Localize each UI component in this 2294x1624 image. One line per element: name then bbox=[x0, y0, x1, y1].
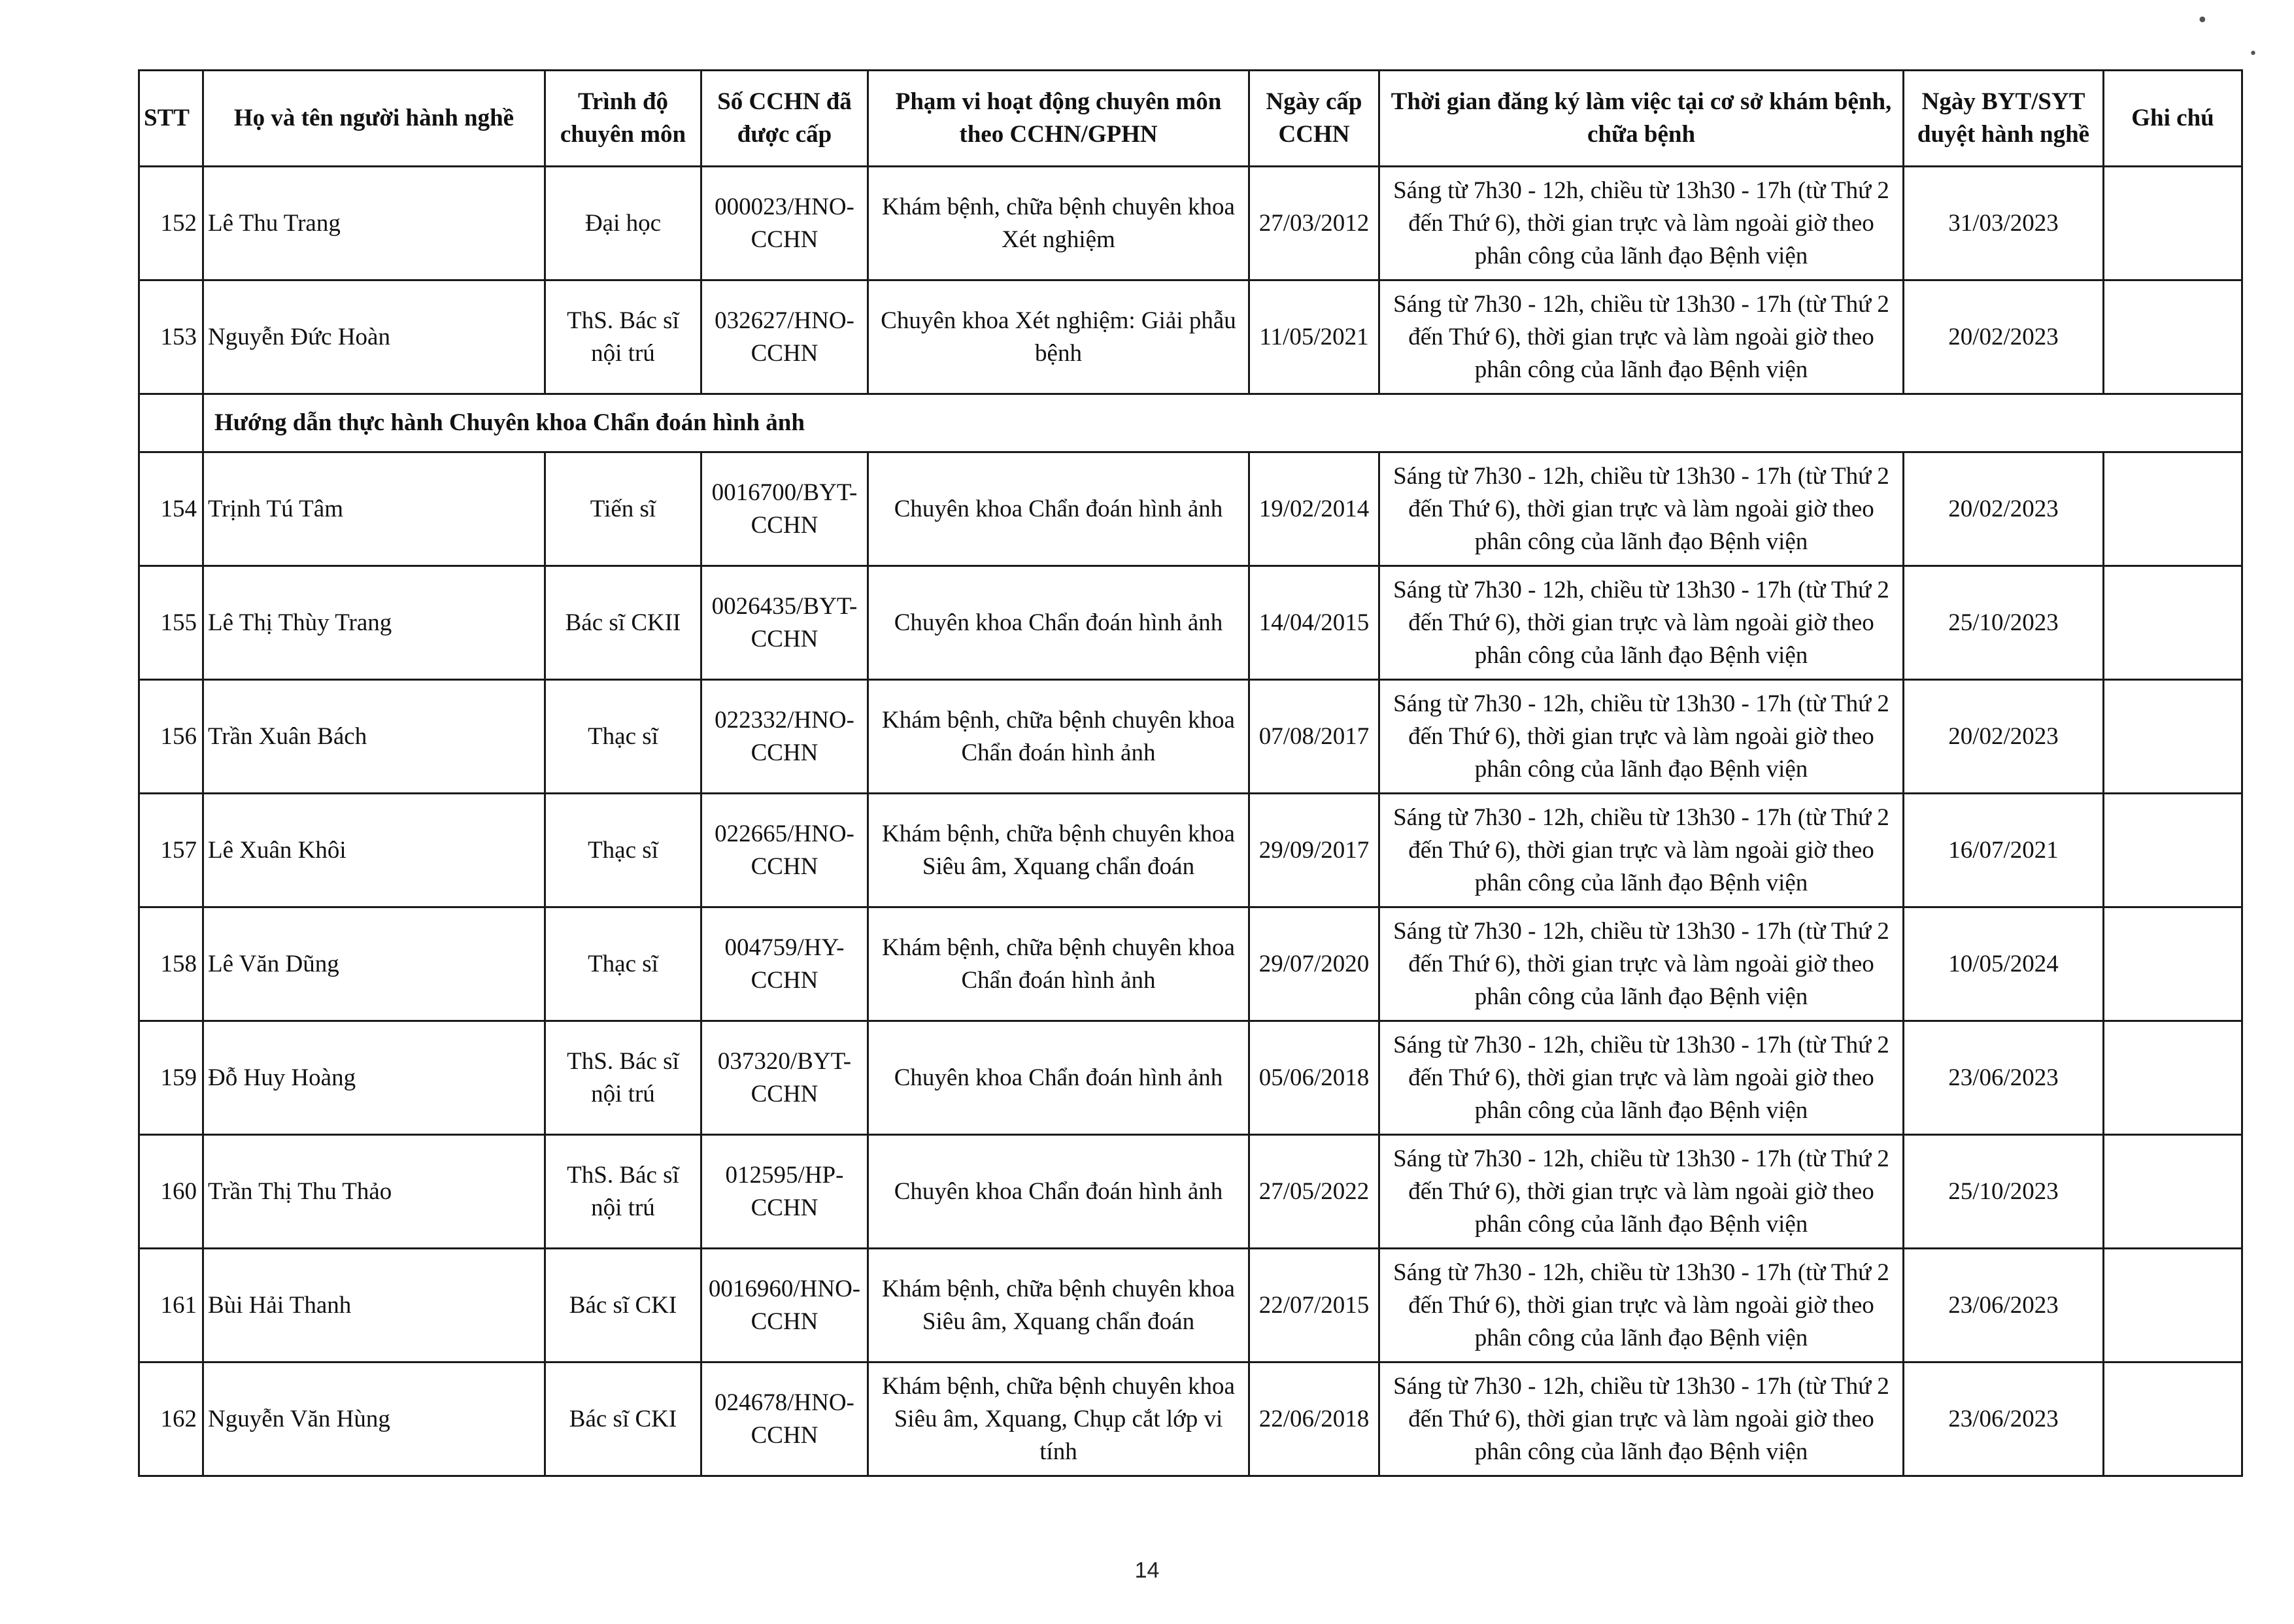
cell-cert: 022665/HNO-CCHN bbox=[701, 794, 868, 907]
table-header-row bbox=[139, 71, 2242, 167]
cell-scope: Khám bệnh, chữa bệnh chuyên khoa Chẩn đoán hình ảnh bbox=[868, 907, 1249, 1021]
cell-issue-date: 14/04/2015 bbox=[1249, 566, 1379, 680]
cell-cert: 032627/HNO-CCHN bbox=[701, 280, 868, 394]
cell-approved: 20/02/2023 bbox=[1904, 452, 2104, 566]
cell-name: Bùi Hải Thanh bbox=[203, 1249, 545, 1362]
cell-schedule: Sáng từ 7h30 - 12h, chiều từ 13h30 - 17h (từ Thứ 2 đến Thứ 6), thời gian trực và làm ngoài giờ theo phân công của lãnh đạo Bệnh viện bbox=[1379, 566, 1904, 680]
cell-scope: Chuyên khoa Chẩn đoán hình ảnh bbox=[868, 1021, 1249, 1135]
cell-stt: 152 bbox=[139, 167, 203, 280]
cell-stt: 158 bbox=[139, 907, 203, 1021]
cell-note bbox=[2104, 794, 2242, 907]
cell-stt: 153 bbox=[139, 280, 203, 394]
cell-level: Thạc sĩ bbox=[545, 907, 701, 1021]
cell-cert: 000023/HNO-CCHN bbox=[701, 167, 868, 280]
cell-cert: 024678/HNO-CCHN bbox=[701, 1362, 868, 1476]
cell-issue-date: 29/07/2020 bbox=[1249, 907, 1379, 1021]
cell-schedule: Sáng từ 7h30 - 12h, chiều từ 13h30 - 17h (từ Thứ 2 đến Thứ 6), thời gian trực và làm ngoài giờ theo phân công của lãnh đạo Bệnh viện bbox=[1379, 794, 1904, 907]
cell-note bbox=[2104, 566, 2242, 680]
cell-approved: 23/06/2023 bbox=[1904, 1249, 2104, 1362]
cell-name: Trần Xuân Bách bbox=[203, 680, 545, 794]
header-scope: Phạm vi hoạt động chuyên môn theo CCHN/GPHN bbox=[868, 71, 1249, 167]
table-row bbox=[139, 907, 2242, 1021]
header-cert: Số CCHN đã được cấp bbox=[701, 71, 868, 167]
cell-name: Nguyễn Đức Hoàn bbox=[203, 280, 545, 394]
cell-note bbox=[2104, 1249, 2242, 1362]
cell-approved: 23/06/2023 bbox=[1904, 1021, 2104, 1135]
cell-name: Lê Thu Trang bbox=[203, 167, 545, 280]
table-row bbox=[139, 1249, 2242, 1362]
cell-scope: Chuyên khoa Chẩn đoán hình ảnh bbox=[868, 1135, 1249, 1249]
header-issue-date: Ngày cấp CCHN bbox=[1249, 71, 1379, 167]
cell-level: Tiến sĩ bbox=[545, 452, 701, 566]
cell-cert: 0016700/BYT-CCHN bbox=[701, 452, 868, 566]
cell-issue-date: 27/03/2012 bbox=[1249, 167, 1379, 280]
cell-name: Trần Thị Thu Thảo bbox=[203, 1135, 545, 1249]
cell-level: ThS. Bác sĩ nội trú bbox=[545, 1135, 701, 1249]
cell-schedule: Sáng từ 7h30 - 12h, chiều từ 13h30 - 17h (từ Thứ 2 đến Thứ 6), thời gian trực và làm ngoài giờ theo phân công của lãnh đạo Bệnh viện bbox=[1379, 167, 1904, 280]
cell-scope: Khám bệnh, chữa bệnh chuyên khoa Siêu âm, Xquang, Chụp cắt lớp vi tính bbox=[868, 1362, 1249, 1476]
cell-issue-date: 29/09/2017 bbox=[1249, 794, 1379, 907]
cell-stt: 162 bbox=[139, 1362, 203, 1476]
cell-scope: Chuyên khoa Chẩn đoán hình ảnh bbox=[868, 452, 1249, 566]
cell-level: Bác sĩ CKI bbox=[545, 1362, 701, 1476]
cell-scope: Khám bệnh, chữa bệnh chuyên khoa Siêu âm, Xquang chẩn đoán bbox=[868, 1249, 1249, 1362]
cell-level: Đại học bbox=[545, 167, 701, 280]
cell-name: Đỗ Huy Hoàng bbox=[203, 1021, 545, 1135]
cell-schedule: Sáng từ 7h30 - 12h, chiều từ 13h30 - 17h (từ Thứ 2 đến Thứ 6), thời gian trực và làm ngoài giờ theo phân công của lãnh đạo Bệnh viện bbox=[1379, 1249, 1904, 1362]
cell-stt: 154 bbox=[139, 452, 203, 566]
section-row bbox=[139, 394, 2242, 452]
cell-note bbox=[2104, 1362, 2242, 1476]
cell-scope: Chuyên khoa Xét nghiệm: Giải phẫu bệnh bbox=[868, 280, 1249, 394]
cell-approved: 31/03/2023 bbox=[1904, 167, 2104, 280]
cell-issue-date: 19/02/2014 bbox=[1249, 452, 1379, 566]
cell-name: Lê Văn Dũng bbox=[203, 907, 545, 1021]
practitioner-table-container bbox=[138, 69, 2241, 1477]
header-note: Ghi chú bbox=[2104, 71, 2242, 167]
cell-issue-date: 27/05/2022 bbox=[1249, 1135, 1379, 1249]
table-row bbox=[139, 1135, 2242, 1249]
cell-schedule: Sáng từ 7h30 - 12h, chiều từ 13h30 - 17h (từ Thứ 2 đến Thứ 6), thời gian trực và làm ngoài giờ theo phân công của lãnh đạo Bệnh viện bbox=[1379, 280, 1904, 394]
cell-note bbox=[2104, 680, 2242, 794]
scan-dot: • bbox=[2197, 9, 2208, 32]
cell-name: Trịnh Tú Tâm bbox=[203, 452, 545, 566]
cell-issue-date: 07/08/2017 bbox=[1249, 680, 1379, 794]
cell-schedule: Sáng từ 7h30 - 12h, chiều từ 13h30 - 17h (từ Thứ 2 đến Thứ 6), thời gian trực và làm ngoài giờ theo phân công của lãnh đạo Bệnh viện bbox=[1379, 452, 1904, 566]
cell-cert: 0016960/HNO-CCHN bbox=[701, 1249, 868, 1362]
table-row bbox=[139, 680, 2242, 794]
header-approved: Ngày BYT/SYT duyệt hành nghề bbox=[1904, 71, 2104, 167]
cell-note bbox=[2104, 1021, 2242, 1135]
cell-level: ThS. Bác sĩ nội trú bbox=[545, 280, 701, 394]
cell-approved: 23/06/2023 bbox=[1904, 1362, 2104, 1476]
table-row bbox=[139, 794, 2242, 907]
cell-note bbox=[2104, 452, 2242, 566]
cell-cert: 012595/HP-CCHN bbox=[701, 1135, 868, 1249]
header-level: Trình độ chuyên môn bbox=[545, 71, 701, 167]
cell-approved: 20/02/2023 bbox=[1904, 280, 2104, 394]
cell-level: Thạc sĩ bbox=[545, 680, 701, 794]
cell-schedule: Sáng từ 7h30 - 12h, chiều từ 13h30 - 17h (từ Thứ 2 đến Thứ 6), thời gian trực và làm ngoài giờ theo phân công của lãnh đạo Bệnh viện bbox=[1379, 680, 1904, 794]
cell-note bbox=[2104, 1135, 2242, 1249]
cell-scope: Chuyên khoa Chẩn đoán hình ảnh bbox=[868, 566, 1249, 680]
header-schedule: Thời gian đăng ký làm việc tại cơ sở khám bệnh, chữa bệnh bbox=[1379, 71, 1904, 167]
header-name: Họ và tên người hành nghề bbox=[203, 71, 545, 167]
practitioner-table bbox=[138, 69, 2243, 1477]
rows-after-section bbox=[139, 452, 2242, 1476]
cell-level: ThS. Bác sĩ nội trú bbox=[545, 1021, 701, 1135]
cell-scope: Khám bệnh, chữa bệnh chuyên khoa Xét nghiệm bbox=[868, 167, 1249, 280]
table-row bbox=[139, 1362, 2242, 1476]
cell-approved: 16/07/2021 bbox=[1904, 794, 2104, 907]
cell-stt: 160 bbox=[139, 1135, 203, 1249]
cell-level: Thạc sĩ bbox=[545, 794, 701, 907]
cell-schedule: Sáng từ 7h30 - 12h, chiều từ 13h30 - 17h (từ Thứ 2 đến Thứ 6), thời gian trực và làm ngoài giờ theo phân công của lãnh đạo Bệnh viện bbox=[1379, 1362, 1904, 1476]
cell-stt: 156 bbox=[139, 680, 203, 794]
table-row bbox=[139, 167, 2242, 280]
cell-stt: 161 bbox=[139, 1249, 203, 1362]
cell-note bbox=[2104, 907, 2242, 1021]
cell-approved: 10/05/2024 bbox=[1904, 907, 2104, 1021]
cell-approved: 25/10/2023 bbox=[1904, 566, 2104, 680]
cell-issue-date: 22/06/2018 bbox=[1249, 1362, 1379, 1476]
cell-level: Bác sĩ CKII bbox=[545, 566, 701, 680]
table-row bbox=[139, 1021, 2242, 1135]
cell-note bbox=[2104, 167, 2242, 280]
table-row bbox=[139, 566, 2242, 680]
cell-scope: Khám bệnh, chữa bệnh chuyên khoa Chẩn đoán hình ảnh bbox=[868, 680, 1249, 794]
cell-stt: 159 bbox=[139, 1021, 203, 1135]
cell-issue-date: 22/07/2015 bbox=[1249, 1249, 1379, 1362]
header-stt: STT bbox=[139, 71, 203, 167]
rows-before-section bbox=[139, 167, 2242, 394]
cell-scope: Khám bệnh, chữa bệnh chuyên khoa Siêu âm, Xquang chẩn đoán bbox=[868, 794, 1249, 907]
page-number: 14 bbox=[1134, 1558, 1160, 1583]
cell-stt: 157 bbox=[139, 794, 203, 907]
cell-approved: 20/02/2023 bbox=[1904, 680, 2104, 794]
cell-stt: 155 bbox=[139, 566, 203, 680]
table-row bbox=[139, 280, 2242, 394]
cell-schedule: Sáng từ 7h30 - 12h, chiều từ 13h30 - 17h (từ Thứ 2 đến Thứ 6), thời gian trực và làm ngoài giờ theo phân công của lãnh đạo Bệnh viện bbox=[1379, 907, 1904, 1021]
cell-cert: 004759/HY-CCHN bbox=[701, 907, 868, 1021]
cell-approved: 25/10/2023 bbox=[1904, 1135, 2104, 1249]
cell-schedule: Sáng từ 7h30 - 12h, chiều từ 13h30 - 17h (từ Thứ 2 đến Thứ 6), thời gian trực và làm ngoài giờ theo phân công của lãnh đạo Bệnh viện bbox=[1379, 1021, 1904, 1135]
cell-cert: 037320/BYT-CCHN bbox=[701, 1021, 868, 1135]
cell-name: Lê Thị Thùy Trang bbox=[203, 566, 545, 680]
cell-cert: 022332/HNO-CCHN bbox=[701, 680, 868, 794]
cell-cert: 0026435/BYT-CCHN bbox=[701, 566, 868, 680]
cell-issue-date: 05/06/2018 bbox=[1249, 1021, 1379, 1135]
scan-dot: • bbox=[2249, 46, 2257, 62]
cell-level: Bác sĩ CKI bbox=[545, 1249, 701, 1362]
cell-issue-date: 11/05/2021 bbox=[1249, 280, 1379, 394]
section-title: Hướng dẫn thực hành Chuyên khoa Chẩn đoán hình ảnh bbox=[203, 394, 2242, 452]
cell-name: Nguyễn Văn Hùng bbox=[203, 1362, 545, 1476]
section-empty-cell bbox=[139, 394, 203, 452]
cell-schedule: Sáng từ 7h30 - 12h, chiều từ 13h30 - 17h (từ Thứ 2 đến Thứ 6), thời gian trực và làm ngoài giờ theo phân công của lãnh đạo Bệnh viện bbox=[1379, 1135, 1904, 1249]
cell-note bbox=[2104, 280, 2242, 394]
table-row bbox=[139, 452, 2242, 566]
cell-name: Lê Xuân Khôi bbox=[203, 794, 545, 907]
